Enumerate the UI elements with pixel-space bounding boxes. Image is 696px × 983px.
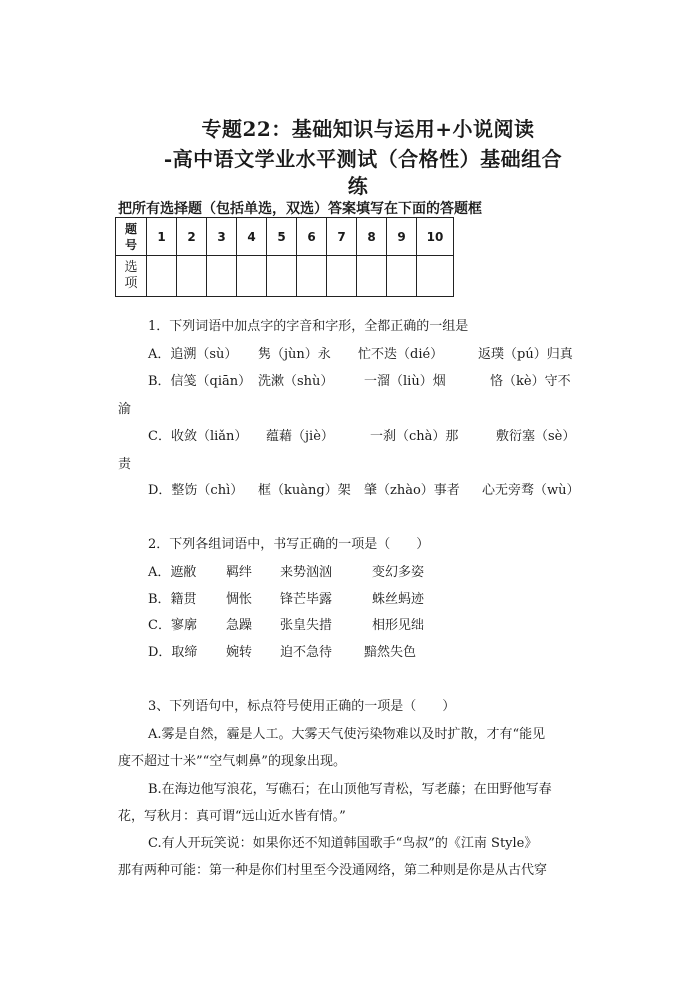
q3-stem: 3、下列语句中，标点符号使用正确的一项是（ ） bbox=[148, 699, 456, 714]
q2-a-item: A．遮敝 bbox=[148, 565, 197, 580]
q1-b-item: 洗漱（shù） bbox=[258, 374, 334, 389]
q1-a-item: 隽（jùn）永 bbox=[258, 347, 331, 362]
q1-d-item: 肇（zhào）事者 bbox=[364, 483, 460, 498]
q2-stem: 2．下列各组词语中，书写正确的一项是（ ） bbox=[148, 537, 430, 552]
question-number-cell: 8 bbox=[357, 218, 387, 256]
q1-c-item: 蕴藉（jiè） bbox=[266, 429, 334, 444]
q3-b-line: 花，写秋月：真可谓“远山近水皆有情。” bbox=[118, 809, 346, 824]
question-number-cell: 9 bbox=[387, 218, 417, 256]
q1-b-continuation: 渝 bbox=[118, 402, 132, 417]
q2-b-item: 锋芒毕露 bbox=[280, 592, 333, 607]
q2-d-item: D．取缔 bbox=[148, 645, 198, 660]
q1-b-item: 恪（kè）守不 bbox=[490, 374, 571, 389]
question-number-cell: 5 bbox=[267, 218, 297, 256]
question-number-cell: 7 bbox=[327, 218, 357, 256]
q2-a-item: 来势汹汹 bbox=[280, 565, 333, 580]
q1-b-item: B．信笺（qiān） bbox=[148, 374, 252, 389]
answer-cell[interactable] bbox=[267, 256, 297, 297]
q2-b-item: B．籍贯 bbox=[148, 592, 197, 607]
question-number-cell: 6 bbox=[297, 218, 327, 256]
answer-cell[interactable] bbox=[387, 256, 417, 297]
answer-cell[interactable] bbox=[207, 256, 237, 297]
q2-d-item: 迫不急待 bbox=[280, 645, 333, 660]
q2-a-item: 变幻多姿 bbox=[372, 565, 425, 580]
answer-table-number-row bbox=[116, 218, 454, 256]
q1-c-continuation: 责 bbox=[118, 457, 132, 472]
q2-c-item: C．寥廓 bbox=[148, 618, 197, 633]
q1-d-item: 框（kuàng）架 bbox=[258, 483, 351, 498]
q1-d-item: 心无旁骛（wù） bbox=[482, 483, 580, 498]
question-number-cell: 1 bbox=[147, 218, 177, 256]
row-header-number: 题 号 bbox=[116, 218, 147, 256]
q2-c-item: 急躁 bbox=[226, 618, 253, 633]
q3-c-line: C.有人开玩笑说：如果你还不知道韩国歌手“鸟叔”的《江南 Style》 bbox=[148, 836, 538, 851]
q2-d-item: 黯然失色 bbox=[364, 645, 417, 660]
answer-cell[interactable] bbox=[237, 256, 267, 297]
q2-a-item: 羁绊 bbox=[226, 565, 253, 580]
q2-c-item: 张皇失措 bbox=[280, 618, 333, 633]
q1-d-item: D．整饬（chì） bbox=[148, 483, 244, 498]
q2-b-item: 蛛丝蚂迹 bbox=[372, 592, 425, 607]
answer-cell[interactable] bbox=[327, 256, 357, 297]
q3-a-line: 度不超过十米”“空气刺鼻”的现象出现。 bbox=[118, 754, 346, 769]
row-header-option: 选 项 bbox=[116, 256, 147, 297]
answer-cell[interactable] bbox=[357, 256, 387, 297]
q1-c-item: 一刹（chà）那 bbox=[370, 429, 459, 444]
title-line-2: -高中语文学业水平测试（合格性）基础组合 bbox=[163, 147, 563, 171]
question-number-cell: 4 bbox=[237, 218, 267, 256]
q1-a-item: 忙不迭（dié） bbox=[358, 347, 444, 362]
q3-a-line: A.雾是自然，霾是人工。大雾天气使污染物难以及时扩散，才有“能见 bbox=[148, 727, 546, 742]
question-number-cell: 10 bbox=[417, 218, 454, 256]
answer-cell[interactable] bbox=[297, 256, 327, 297]
q3-c-line: 那有两种可能：第一种是你们村里至今没通网络，第二种则是你是从古代穿 bbox=[118, 863, 548, 878]
question-number-cell: 3 bbox=[207, 218, 237, 256]
answer-table-option-row bbox=[116, 256, 454, 297]
title-line-3: 练 bbox=[347, 174, 369, 198]
q1-c-item: 敷衍塞（sè） bbox=[496, 429, 576, 444]
q2-d-item: 婉转 bbox=[226, 645, 253, 660]
question-number-cell: 2 bbox=[177, 218, 207, 256]
q1-c-item: C．收敛（liǎn） bbox=[148, 429, 248, 444]
q1-a-item: 返璞（pú）归真 bbox=[478, 347, 573, 362]
q1-a-item: A．追溯（sù） bbox=[148, 347, 238, 362]
answer-table bbox=[115, 217, 454, 297]
answer-cell[interactable] bbox=[147, 256, 177, 297]
answer-cell[interactable] bbox=[177, 256, 207, 297]
q1-b-item: 一溜（liù）烟 bbox=[364, 374, 446, 389]
q3-b-line: B.在海边他写浪花，写礁石；在山顶他写青松，写老藤；在田野他写春 bbox=[148, 782, 552, 797]
q2-b-item: 惆怅 bbox=[226, 592, 253, 607]
answer-cell[interactable] bbox=[417, 256, 454, 297]
title-line-1: 专题22：基础知识与运用+小说阅读 bbox=[201, 117, 535, 141]
answer-instruction: 把所有选择题（包括单选，双选）答案填写在下面的答题框 bbox=[118, 201, 482, 217]
q2-c-item: 相形见绌 bbox=[372, 618, 425, 633]
q1-stem: 1．下列词语中加点字的字音和字形，全都正确的一组是 bbox=[148, 319, 469, 334]
